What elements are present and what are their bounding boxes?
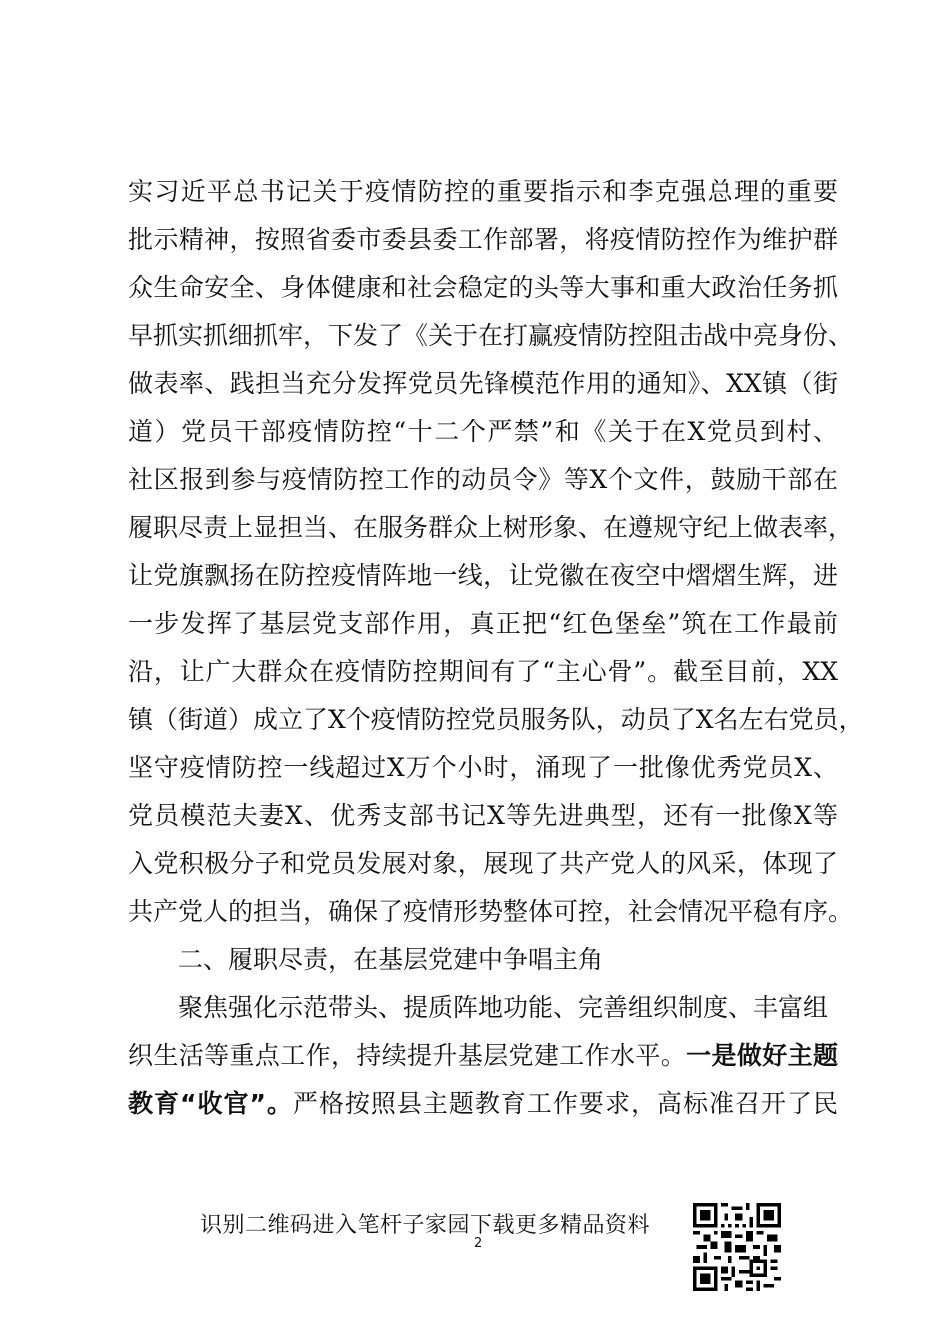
- qr-code-icon[interactable]: [693, 1203, 781, 1291]
- footer-promo-text: 识别二维码进入笔杆子家园下载更多精品资料: [200, 1213, 651, 1238]
- text-line: 一步发挥了基层党支部作用，真正把“红色堡垒”筑在工作最前: [128, 609, 838, 638]
- text-line: 聚焦强化示范带头、提质阵地功能、完善组织制度、丰富组: [178, 993, 829, 1022]
- text-line: 批示精神，按照省委市委县委工作部署，将疫情防控作为维护群: [128, 225, 838, 254]
- text-line: 党员模范夫妻X、优秀支部书记X等先进典型，还有一批像X等: [128, 801, 838, 830]
- section-heading: 二、履职尽责，在基层党建中争唱主角: [178, 945, 604, 974]
- text-line: 早抓实抓细抓牢，下发了《关于在打赢疫情防控阻击战中亮身份、: [128, 321, 854, 350]
- page-number: 2: [474, 1236, 483, 1251]
- text-span: 织生活等重点工作，持续提升基层党建工作水平。: [128, 1041, 687, 1070]
- text-line: 沿，让广大群众在疫情防控期间有了“主心骨”。截至目前，XX: [128, 657, 838, 686]
- text-line: 众生命安全、身体健康和社会稳定的头等大事和重大政治任务抓: [128, 273, 838, 302]
- body-text: [128, 168, 864, 1128]
- text-line: 社区报到参与疫情防控工作的动员令》等X个文件，鼓励干部在: [128, 465, 838, 494]
- text-line: 道）党员干部疫情防控“十二个严禁”和《关于在X党员到村、: [128, 417, 838, 446]
- text-line: 镇（街道）成立了X个疫情防控党员服务队，动员了X名左右党员，: [128, 705, 864, 734]
- text-line: 共产党人的担当，确保了疫情形势整体可控，社会情况平稳有序。: [128, 897, 854, 926]
- text-line: 入党积极分子和党员发展对象，展现了共产党人的风采，体现了: [128, 849, 838, 878]
- text-line: 做表率、践担当充分发挥党员先锋模范作用的通知》、XX镇（街: [128, 369, 838, 398]
- text-line: [128, 1080, 838, 1128]
- text-line: 让党旗飘扬在防控疫情阵地一线，让党徽在夜空中熠熠生辉，进: [128, 561, 838, 590]
- text-line: 实习近平总书记关于疫情防控的重要指示和李克强总理的重要: [128, 177, 838, 206]
- bold-text-span: 一是做好主题: [686, 1041, 838, 1070]
- text-span: 严格按照县主题教育工作要求，高标准召开了民: [292, 1089, 838, 1118]
- bold-text-span: 教育“收官”。: [128, 1089, 293, 1118]
- text-line: [128, 1032, 838, 1080]
- text-line: 坚守疫情防控一线超过X万个小时，涌现了一批像优秀党员X、: [128, 753, 838, 782]
- text-line: 履职尽责上显担当、在服务群众上树形象、在遵规守纪上做表率，: [128, 513, 854, 542]
